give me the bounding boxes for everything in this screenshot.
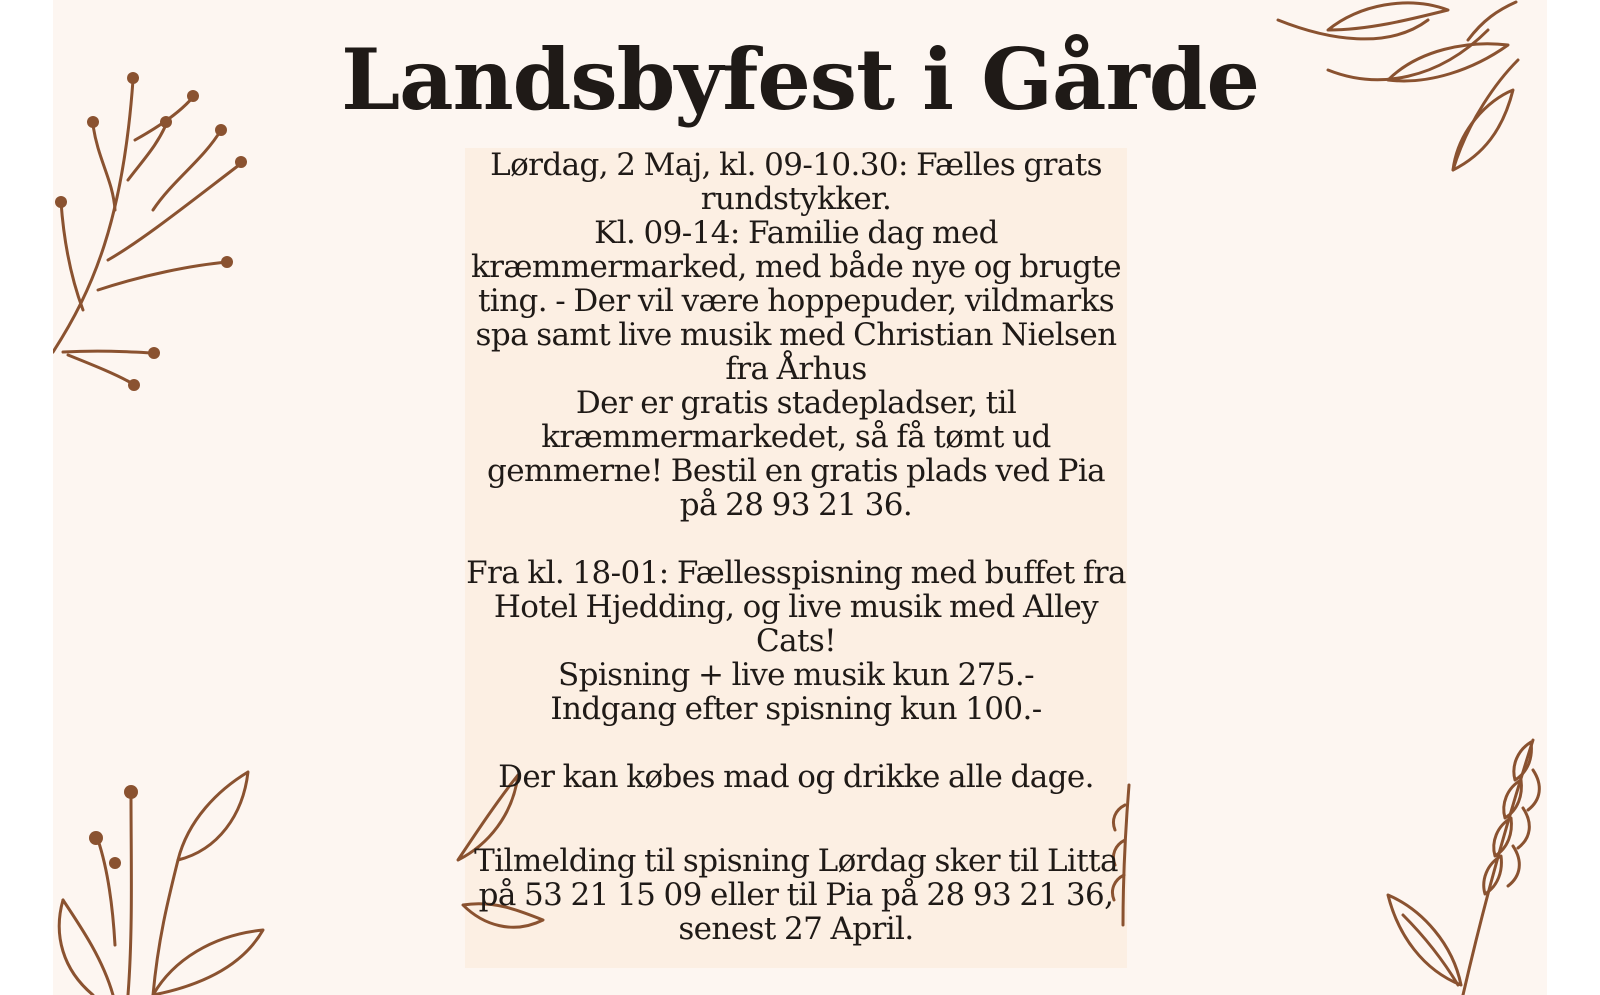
leaf-branch-icon bbox=[53, 760, 283, 995]
wheat-icon bbox=[1383, 730, 1547, 995]
registration-text: Tilmelding til spisning Lørdag sker til Litta på 53 21 15 09 eller til Pia på 28 93 21 36, senest 27 April. bbox=[474, 843, 1118, 947]
event-description bbox=[465, 148, 1127, 946]
poster-title: Landsbyfest i Gårde bbox=[341, 30, 1259, 129]
saturday-breakfast-text: Lørdag, 2 Maj, kl. 09-10.30: Fælles grats rundstykker. bbox=[490, 147, 1102, 217]
dinner-price-text: Spisning + live musik kun 275.- bbox=[557, 657, 1035, 693]
event-poster bbox=[53, 0, 1547, 995]
dinner-text: Fra kl. 18-01: Fællesspisning med buffet fra Hotel Hjedding, og live musik med Alley Cats! bbox=[466, 555, 1126, 659]
food-drink-text: Der kan købes mad og drikke alle dage. bbox=[498, 759, 1094, 795]
stalls-text: Der er gratis stadepladser, til kræmmermarkedet, så få tømt ud gemmerne! Bestil en gratis plads ved Pia på 28 93 21 36. bbox=[486, 385, 1106, 523]
entry-price-text: Indgang efter spisning kun 100.- bbox=[550, 691, 1042, 727]
family-day-text: Kl. 09-14: Familie dag med kræmmermarked, med både nye og brugte ting. - Der vil være hoppepuder, vildmarks spa samt live musik med Christian Nielsen fra Århus bbox=[470, 215, 1121, 387]
